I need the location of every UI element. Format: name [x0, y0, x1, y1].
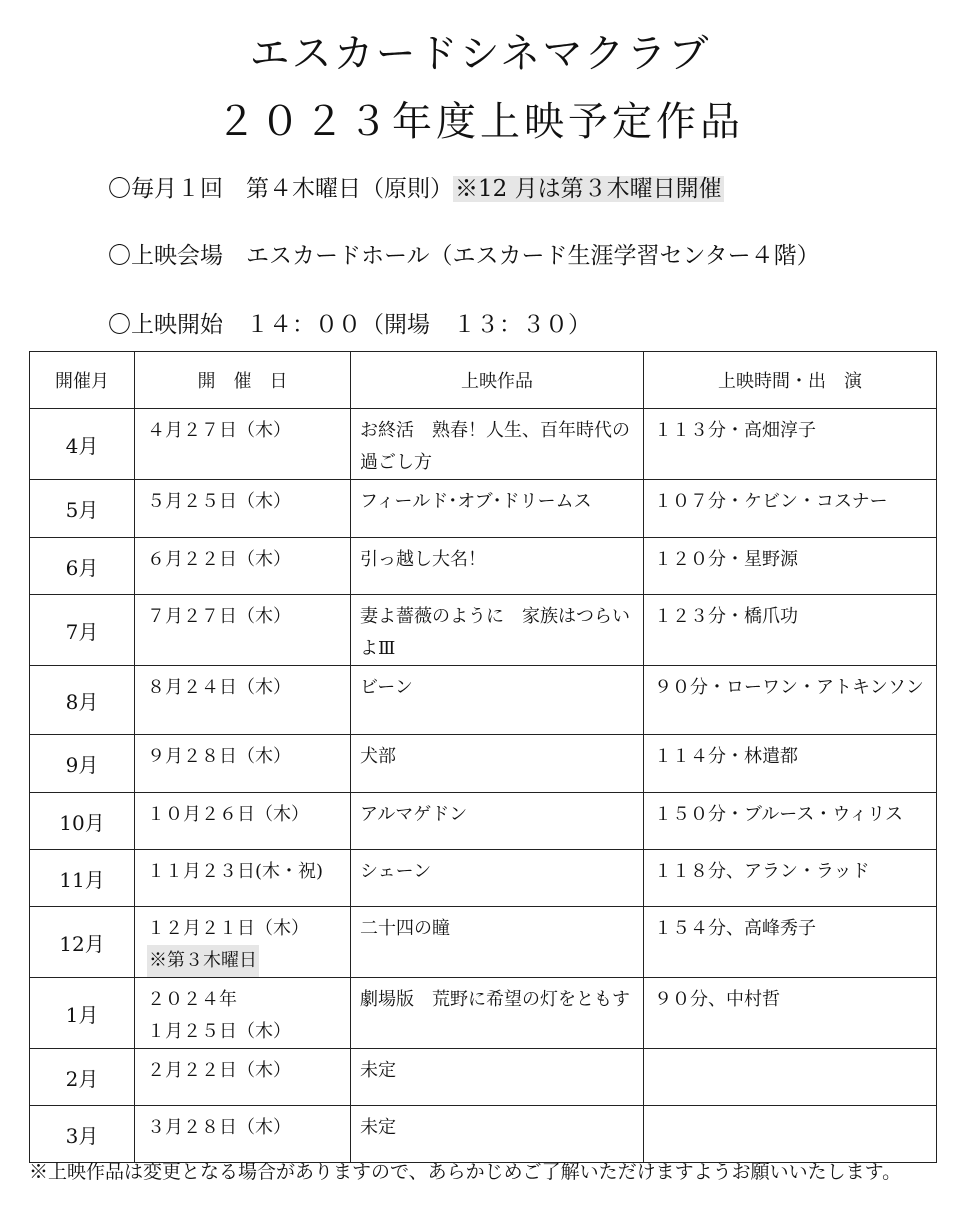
table-row: [30, 793, 937, 850]
row-date: ４月２７日（木）: [147, 420, 291, 441]
row-date: ５月２５日（木）: [147, 491, 291, 512]
row-date-cell: [135, 595, 351, 666]
row-date: ９月２８日（木）: [147, 746, 291, 767]
table-row: [30, 666, 937, 735]
row-month: 7月: [30, 595, 135, 666]
info-start-time: 〇上映開始 １４：００（開場 １３：３０）: [108, 312, 591, 338]
row-title: 二十四の瞳: [351, 907, 644, 978]
row-runtime-cast: [644, 1106, 937, 1163]
table-row: [30, 735, 937, 793]
row-runtime-cast: １５４分、高峰秀子: [644, 907, 937, 978]
row-month: 12月: [30, 907, 135, 978]
row-date-cell: [135, 1106, 351, 1163]
table-header-row: [30, 352, 937, 409]
row-date: １２月２１日（木）: [147, 918, 309, 939]
row-date-cell: [135, 480, 351, 538]
row-date: ６月２２日（木）: [147, 549, 291, 570]
row-date: ３月２８日（木）: [147, 1117, 291, 1138]
row-runtime-cast: １１４分・林遣都: [644, 735, 937, 793]
row-date: １１月２３日(木・祝): [147, 861, 324, 882]
row-month: 3月: [30, 1106, 135, 1163]
row-title: ビーン: [351, 666, 644, 735]
row-date-cell: [135, 907, 351, 978]
table-row: [30, 480, 937, 538]
row-runtime-cast: １１８分、アラン・ラッド: [644, 850, 937, 907]
row-title: シェーン: [351, 850, 644, 907]
row-runtime-cast: １１３分・高畑淳子: [644, 409, 937, 480]
row-date-cell: [135, 793, 351, 850]
row-date-line2: １月２５日（木）: [147, 1021, 291, 1042]
table-row: [30, 1106, 937, 1163]
page-title: エスカードシネマクラブ: [249, 31, 711, 77]
row-date: ２月２２日（木）: [147, 1060, 291, 1081]
info-schedule: [108, 170, 724, 203]
row-title: 妻よ薔薇のように 家族はつらいよⅢ: [351, 595, 644, 666]
row-title: 犬部: [351, 735, 644, 793]
row-date-cell: [135, 538, 351, 595]
table-row: [30, 595, 937, 666]
row-date-note: ※第３木曜日: [147, 945, 259, 977]
row-date-cell: [135, 850, 351, 907]
row-date-cell: [135, 409, 351, 480]
schedule-table: [29, 351, 937, 1163]
row-month: 9月: [30, 735, 135, 793]
row-month: 11月: [30, 850, 135, 907]
info-venue: 〇上映会場 エスカードホール（エスカード生涯学習センター４階）: [108, 243, 820, 269]
row-runtime-cast: ９０分・ローワン・アトキンソン: [644, 666, 937, 735]
row-date: ７月２７日（木）: [147, 606, 291, 627]
row-runtime-cast: ９０分、中村哲: [644, 978, 937, 1049]
table-row: [30, 409, 937, 480]
row-runtime-cast: [644, 1049, 937, 1106]
row-date-cell: [135, 666, 351, 735]
header-title: 上映作品: [351, 352, 644, 409]
row-date: １０月２６日（木）: [147, 804, 309, 825]
row-title: フィールド･オブ･ドリームス: [351, 480, 644, 538]
table-row: [30, 907, 937, 978]
info-schedule-main: 〇毎月１回 第４木曜日（原則）: [108, 176, 453, 202]
table-row: [30, 538, 937, 595]
row-title: 劇場版 荒野に希望の灯をともす: [351, 978, 644, 1049]
row-month: 2月: [30, 1049, 135, 1106]
row-title: アルマゲドン: [351, 793, 644, 850]
row-month: 4月: [30, 409, 135, 480]
row-month: 6月: [30, 538, 135, 595]
row-runtime-cast: １０７分・ケビン・コスナー: [644, 480, 937, 538]
table-row: [30, 1049, 937, 1106]
row-title: 引っ越し大名！: [351, 538, 644, 595]
table-row: [30, 978, 937, 1049]
row-runtime-cast: １２０分・星野源: [644, 538, 937, 595]
footnote: ※上映作品は変更となる場合がありますので、あらかじめご了解いただけますようお願いいたします。: [29, 1161, 902, 1183]
row-month: 10月: [30, 793, 135, 850]
row-month: 8月: [30, 666, 135, 735]
header-month: 開催月: [30, 352, 135, 409]
table-row: [30, 850, 937, 907]
row-date-cell: [135, 1049, 351, 1106]
row-runtime-cast: １２３分・橋爪功: [644, 595, 937, 666]
row-title: 未定: [351, 1049, 644, 1106]
row-title: 未定: [351, 1106, 644, 1163]
page-subtitle: ２０２３年度上映予定作品: [216, 99, 744, 145]
header-runtime-cast: 上映時間・出 演: [644, 352, 937, 409]
row-date-cell: [135, 978, 351, 1049]
header-date: 開 催 日: [135, 352, 351, 409]
info-schedule-highlight: ※12 月は第３木曜日開催: [455, 176, 722, 202]
row-runtime-cast: １５０分・ブルース・ウィリス: [644, 793, 937, 850]
row-date: ２０２４年: [147, 989, 237, 1010]
row-date: ８月２４日（木）: [147, 677, 291, 698]
row-month: 1月: [30, 978, 135, 1049]
row-month: 5月: [30, 480, 135, 538]
row-title: お終活 熟春！人生、百年時代の過ごし方: [351, 409, 644, 480]
row-date-cell: [135, 735, 351, 793]
